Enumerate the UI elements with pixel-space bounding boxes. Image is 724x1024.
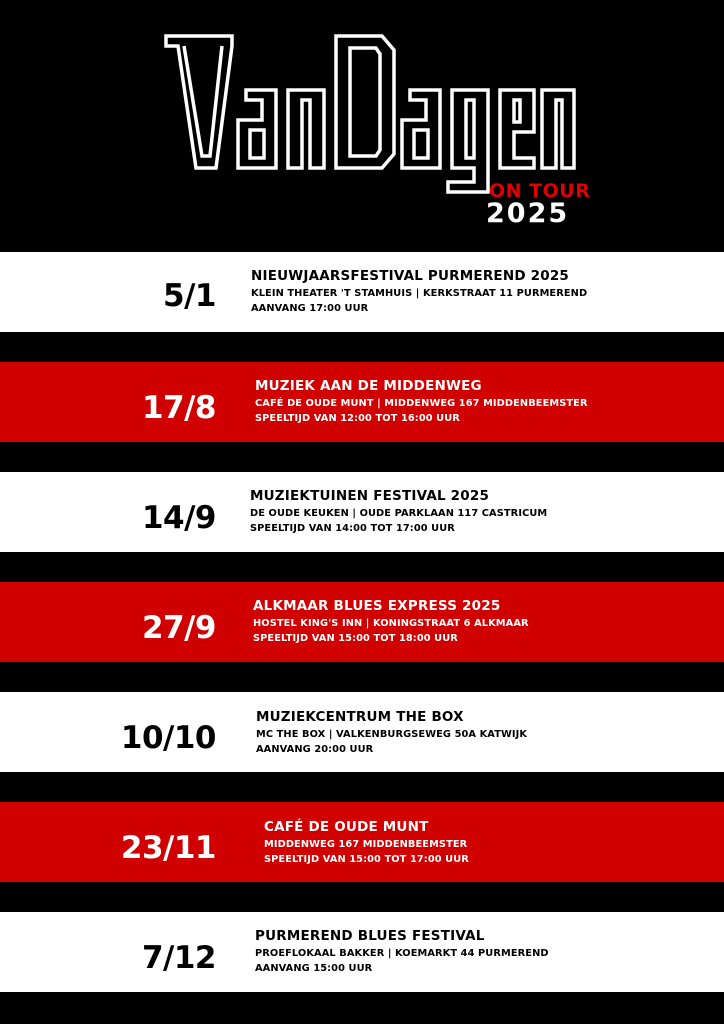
- event-time: SPEELTIJD VAN 12:00 TOT 16:00 UUR: [255, 413, 460, 424]
- event-date: 14/9: [141, 500, 216, 536]
- event-row: [0, 692, 724, 772]
- event-title: NIEUWJAARSFESTIVAL PURMEREND 2025: [251, 268, 570, 284]
- event-time: SPEELTIJD VAN 15:00 TOT 18:00 UUR: [253, 633, 458, 644]
- event-location: DE OUDE KEUKEN | OUDE PARKLAAN 117 CASTRICUM: [250, 508, 548, 519]
- event-title: CAFÉ DE OUDE MUNT: [264, 819, 429, 835]
- tour-year: 2025: [486, 198, 570, 229]
- event-date: 27/9: [141, 610, 216, 646]
- event-time: SPEELTIJD VAN 15:00 TOT 17:00 UUR: [264, 854, 469, 865]
- event-row: [0, 362, 724, 442]
- event-info: [250, 488, 547, 534]
- event-info: [253, 598, 529, 644]
- event-title: MUZIEK AAN DE MIDDENWEG: [255, 378, 482, 394]
- event-date: 5/1: [163, 278, 216, 314]
- event-info: [256, 709, 527, 755]
- event-info: [251, 268, 587, 314]
- event-info: [264, 819, 469, 865]
- event-date: 23/11: [120, 830, 216, 866]
- event-row: [0, 472, 724, 552]
- event-location: MIDDENWEG 167 MIDDENBEEMSTER: [264, 839, 468, 850]
- event-location: CAFÉ DE OUDE MUNT | MIDDENWEG 167 MIDDENBEEMSTER: [255, 398, 588, 409]
- event-location: PROEFLOKAAL BAKKER | KOEMARKT 44 PURMEREND: [255, 948, 549, 959]
- event-row: [0, 252, 724, 332]
- event-location: MC THE BOX | VALKENBURGSEWEG 50A KATWIJK: [256, 729, 528, 740]
- event-location: HOSTEL KING'S INN | KONINGSTRAAT 6 ALKMAAR: [253, 618, 529, 629]
- event-time: SPEELTIJD VAN 14:00 TOT 17:00 UUR: [250, 523, 455, 534]
- vandagen-logo: [158, 28, 578, 203]
- event-date: 7/12: [141, 940, 216, 976]
- event-location: KLEIN THEATER 'T STAMHUIS | KERKSTRAAT 11 PURMEREND: [251, 288, 588, 299]
- event-date: 10/10: [120, 720, 216, 756]
- event-title: MUZIEKCENTRUM THE BOX: [256, 709, 464, 725]
- event-info: [255, 928, 549, 974]
- event-row: [0, 582, 724, 662]
- event-title: ALKMAAR BLUES EXPRESS 2025: [253, 598, 501, 614]
- event-time: AANVANG 20:00 UUR: [256, 744, 374, 755]
- event-title: MUZIEKTUINEN FESTIVAL 2025: [250, 488, 490, 504]
- event-date: 17/8: [141, 390, 216, 426]
- poster-header: [0, 0, 724, 252]
- on-tour-label: ON TOUR: [489, 180, 591, 202]
- event-title: PURMEREND BLUES FESTIVAL: [255, 928, 485, 944]
- event-row: [0, 802, 724, 882]
- event-info: [255, 378, 588, 424]
- event-row: [0, 912, 724, 992]
- event-time: AANVANG 15:00 UUR: [255, 963, 373, 974]
- event-time: AANVANG 17:00 UUR: [251, 303, 369, 314]
